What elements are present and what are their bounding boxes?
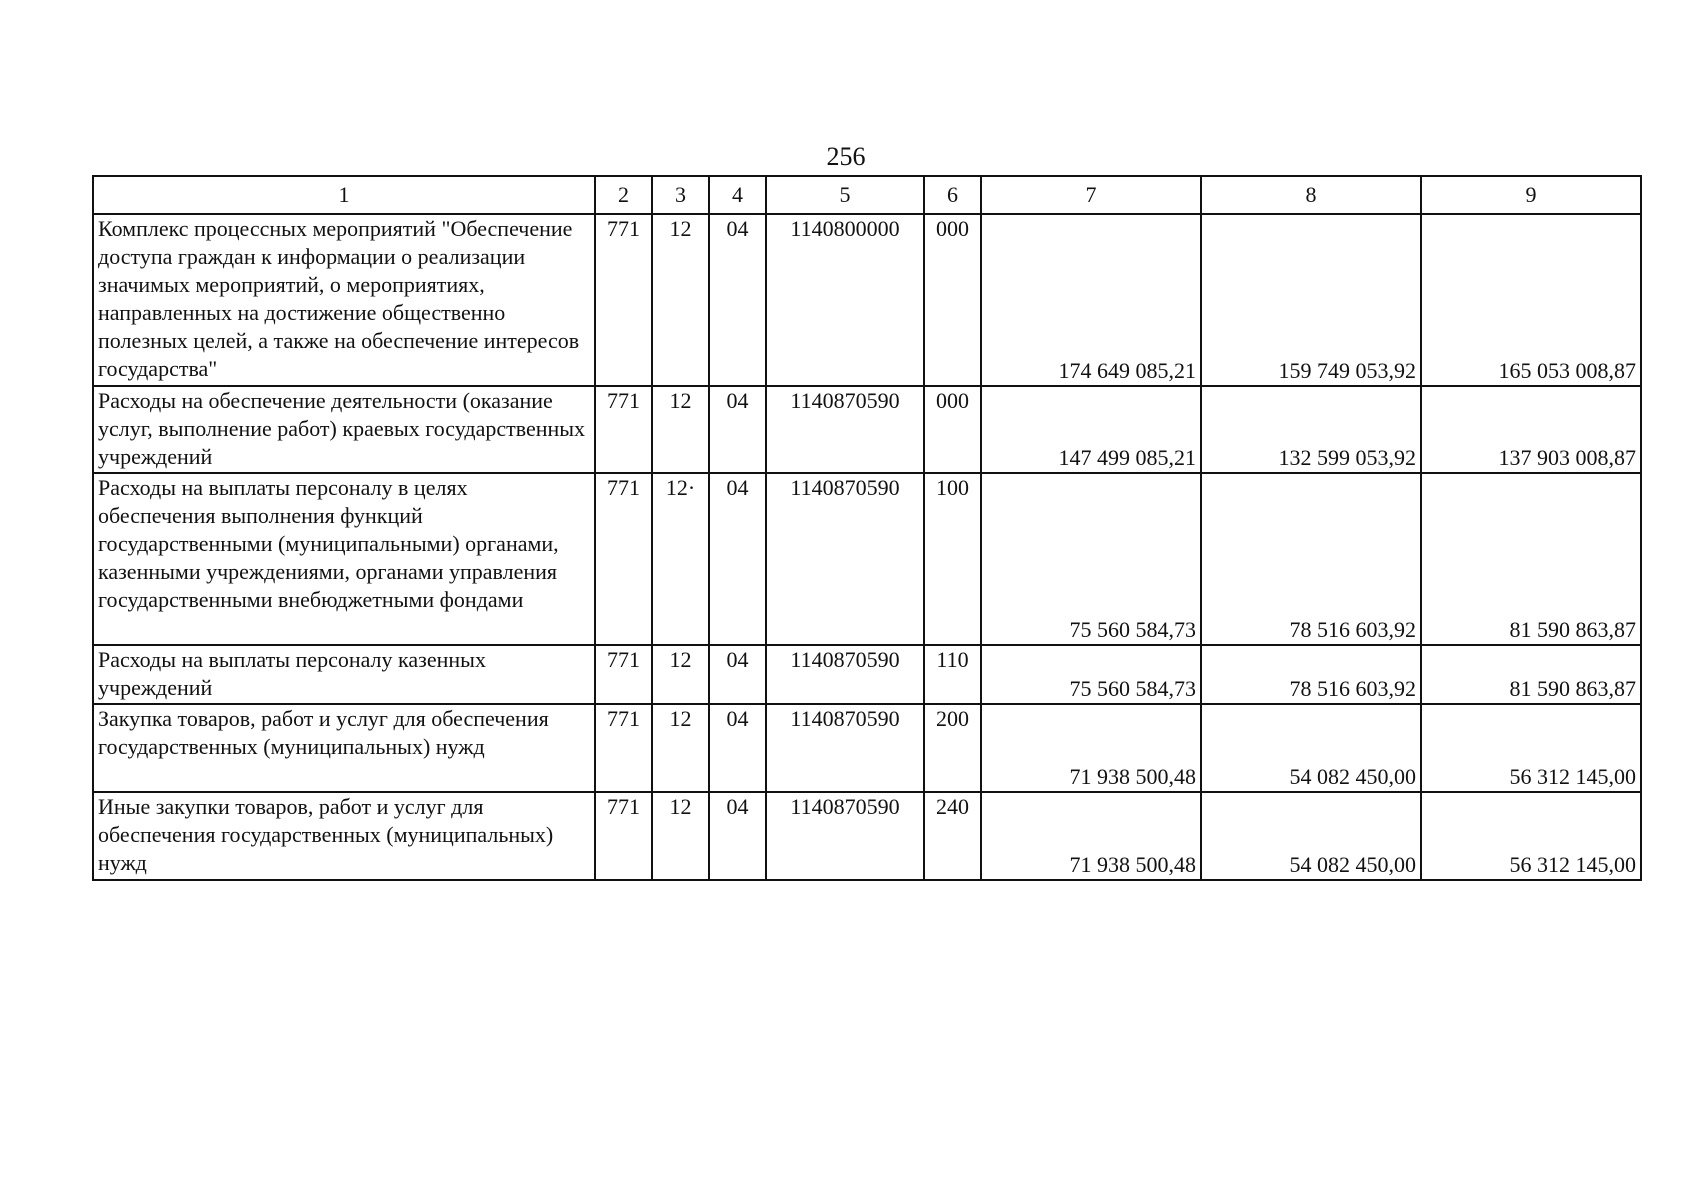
expense-type-cell: 100 xyxy=(924,473,981,645)
amount-year3-cell: 56 312 145,00 xyxy=(1421,792,1641,880)
ministry-code-cell: 771 xyxy=(595,214,652,386)
amount-year1-cell: 75 560 584,73 xyxy=(981,473,1201,645)
table-row xyxy=(93,792,1641,880)
expense-name-cell: Расходы на выплаты персоналу в целях обеспечения выполнения функций государственными (муниципальными) органами, казенными учреждениями, органами управления государственными внебюджетными фондами xyxy=(93,473,595,645)
expense-name-cell: Расходы на выплаты персоналу казенных учреждений xyxy=(93,645,595,704)
expense-type-cell: 200 xyxy=(924,704,981,792)
section-cell: 12 xyxy=(652,214,709,386)
amount-year2-cell: 78 516 603,92 xyxy=(1201,473,1421,645)
ministry-code-cell: 771 xyxy=(595,473,652,645)
expense-name-cell: Комплекс процессных мероприятий "Обеспечение доступа граждан к информации о реализации значимых мероприятий, о мероприятиях, направленных на достижение общественно полезных целей, а также на обеспечение интересов государства" xyxy=(93,214,595,386)
target-article-cell: 1140870590 xyxy=(766,473,924,645)
expense-name-cell: Закупка товаров, работ и услуг для обеспечения государственных (муниципальных) нужд xyxy=(93,704,595,792)
section-cell: 12 xyxy=(652,645,709,704)
column-number-row xyxy=(93,176,1641,214)
subsection-cell: 04 xyxy=(709,386,766,473)
column-header: 4 xyxy=(709,176,766,214)
section-cell: 12· xyxy=(652,473,709,645)
amount-year2-cell: 54 082 450,00 xyxy=(1201,704,1421,792)
expense-name-cell: Расходы на обеспечение деятельности (оказание услуг, выполнение работ) краевых государственных учреждений xyxy=(93,386,595,473)
amount-year2-cell: 78 516 603,92 xyxy=(1201,645,1421,704)
table-row xyxy=(93,214,1641,386)
expense-type-cell: 000 xyxy=(924,214,981,386)
target-article-cell: 1140870590 xyxy=(766,645,924,704)
expense-name-cell: Иные закупки товаров, работ и услуг для обеспечения государственных (муниципальных) нужд xyxy=(93,792,595,880)
subsection-cell: 04 xyxy=(709,792,766,880)
amount-year1-cell: 147 499 085,21 xyxy=(981,386,1201,473)
column-header: 1 xyxy=(93,176,595,214)
amount-year3-cell: 81 590 863,87 xyxy=(1421,645,1641,704)
page-number: 256 xyxy=(826,142,866,171)
column-header: 2 xyxy=(595,176,652,214)
amount-year3-cell: 165 053 008,87 xyxy=(1421,214,1641,386)
amount-year2-cell: 159 749 053,92 xyxy=(1201,214,1421,386)
section-cell: 12 xyxy=(652,792,709,880)
amount-year3-cell: 56 312 145,00 xyxy=(1421,704,1641,792)
subsection-cell: 04 xyxy=(709,214,766,386)
amount-year1-cell: 71 938 500,48 xyxy=(981,792,1201,880)
target-article-cell: 1140870590 xyxy=(766,792,924,880)
amount-year3-cell: 81 590 863,87 xyxy=(1421,473,1641,645)
ministry-code-cell: 771 xyxy=(595,386,652,473)
amount-year2-cell: 54 082 450,00 xyxy=(1201,792,1421,880)
column-header: 3 xyxy=(652,176,709,214)
column-header: 8 xyxy=(1201,176,1421,214)
budget-table xyxy=(92,175,1642,881)
amount-year1-cell: 174 649 085,21 xyxy=(981,214,1201,386)
amount-year3-cell: 137 903 008,87 xyxy=(1421,386,1641,473)
target-article-cell: 1140870590 xyxy=(766,704,924,792)
expense-type-cell: 240 xyxy=(924,792,981,880)
target-article-cell: 1140800000 xyxy=(766,214,924,386)
expense-type-cell: 000 xyxy=(924,386,981,473)
ministry-code-cell: 771 xyxy=(595,792,652,880)
subsection-cell: 04 xyxy=(709,704,766,792)
section-cell: 12 xyxy=(652,704,709,792)
section-cell: 12 xyxy=(652,386,709,473)
table-row xyxy=(93,473,1641,645)
column-header: 9 xyxy=(1421,176,1641,214)
ministry-code-cell: 771 xyxy=(595,645,652,704)
table-row xyxy=(93,704,1641,792)
subsection-cell: 04 xyxy=(709,473,766,645)
expense-type-cell: 110 xyxy=(924,645,981,704)
column-header: 7 xyxy=(981,176,1201,214)
table-row xyxy=(93,386,1641,473)
column-header: 5 xyxy=(766,176,924,214)
target-article-cell: 1140870590 xyxy=(766,386,924,473)
table-row xyxy=(93,645,1641,704)
amount-year2-cell: 132 599 053,92 xyxy=(1201,386,1421,473)
column-header: 6 xyxy=(924,176,981,214)
amount-year1-cell: 71 938 500,48 xyxy=(981,704,1201,792)
amount-year1-cell: 75 560 584,73 xyxy=(981,645,1201,704)
subsection-cell: 04 xyxy=(709,645,766,704)
ministry-code-cell: 771 xyxy=(595,704,652,792)
